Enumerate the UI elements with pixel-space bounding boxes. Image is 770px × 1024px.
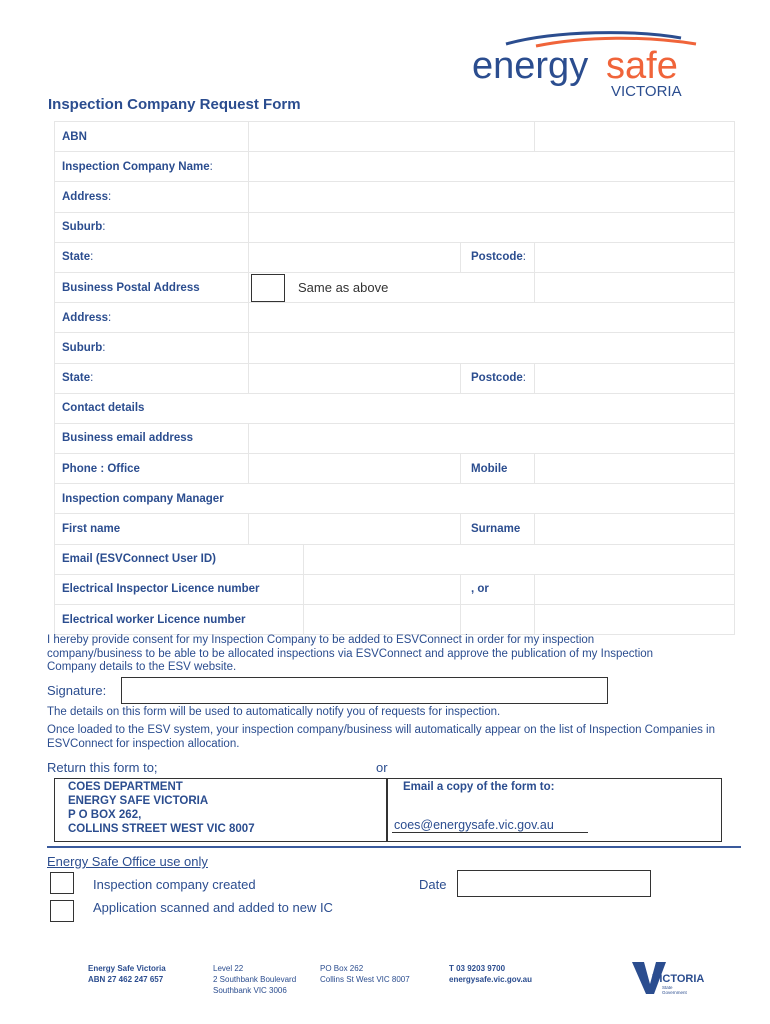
application-scanned-checkbox[interactable]: [50, 900, 74, 922]
notify-text: The details on this form will be used to automatically notify you of requests for inspection.: [47, 706, 501, 718]
inspector-licence-field[interactable]: [304, 574, 461, 604]
first-name-field[interactable]: [249, 514, 461, 544]
energysafe-logo: [466, 28, 706, 100]
label-phone-office: Phone : Office: [55, 454, 249, 484]
footer-street: 2 Southbank Boulevard: [213, 975, 297, 984]
footer-level: Level 22: [213, 964, 244, 973]
phone-office-field[interactable]: [249, 454, 461, 484]
row-phone: [55, 454, 735, 484]
label-address: Address:: [55, 182, 249, 212]
row-manager: [55, 484, 735, 514]
company-created-label: Inspection company created: [93, 877, 256, 892]
suburb-field[interactable]: [249, 212, 735, 242]
row-name: [55, 514, 735, 544]
company-created-checkbox[interactable]: [50, 872, 74, 894]
label-postal-address-line: Address:: [55, 303, 249, 333]
row-contact-details: [55, 393, 735, 423]
company-details-table: [54, 121, 735, 635]
same-as-above-cell: [249, 272, 535, 302]
label-postcode: Postcode:: [461, 242, 535, 272]
footer-city: Southbank VIC 3006: [213, 986, 287, 995]
address-line: ENERGY SAFE VICTORIA: [68, 795, 209, 807]
logo-victoria: VICTORIA: [611, 83, 682, 100]
signature-label: Signature:: [47, 683, 107, 698]
email-user-id-field[interactable]: [304, 544, 735, 574]
row-business-email: [55, 423, 735, 453]
same-as-above-label: Same as above: [298, 280, 389, 296]
row-postal-suburb: [55, 333, 735, 363]
label-suburb: Suburb:: [55, 212, 249, 242]
label-postal-suburb: Suburb:: [55, 333, 249, 363]
row-postal-address: [55, 303, 735, 333]
office-use-title: Energy Safe Office use only: [47, 854, 208, 869]
vic-logo-sub2: Government: [662, 990, 687, 995]
victoria-government-logo: [630, 958, 704, 998]
logo-safe: safe: [606, 45, 678, 87]
address-line: COLLINS STREET WEST VIC 8007: [68, 823, 255, 835]
abn-field-extra[interactable]: [535, 122, 735, 152]
label-postal-state: State:: [55, 363, 249, 393]
form-title: Inspection Company Request Form: [48, 96, 301, 113]
section-manager: Inspection company Manager: [55, 484, 735, 514]
worker-licence-extra[interactable]: [535, 605, 735, 635]
footer-phone: T 03 9203 9700: [449, 964, 506, 973]
footer-contact: [449, 963, 532, 985]
section-divider: [47, 846, 741, 848]
row-suburb: [55, 212, 735, 242]
label-worker-licence: Electrical worker Licence number: [55, 605, 304, 635]
footer-po-box: PO Box 262: [320, 964, 364, 973]
row-state: [55, 242, 735, 272]
postal-state-field[interactable]: [249, 363, 461, 393]
label-business-email: Business email address: [55, 423, 249, 453]
postal-suburb-field[interactable]: [249, 333, 735, 363]
vic-logo-sub1: State: [662, 985, 673, 990]
surname-field[interactable]: [535, 514, 735, 544]
label-postal-postcode: Postcode:: [461, 363, 535, 393]
footer-org-name: Energy Safe Victoria: [88, 964, 166, 973]
row-email-user-id: [55, 544, 735, 574]
postal-address-field[interactable]: [249, 303, 735, 333]
label-state: State:: [55, 242, 249, 272]
consent-text: I hereby provide consent for my Inspection Company to be added to ESVConnect in order for my inspection company/business to be able to be allocated inspections via ESVConnect and approve the publication of my Inspection Company details to the ESV website.: [47, 634, 654, 674]
loaded-text: Once loaded to the ESV system, your inspection company/business will automatically appear on the list of Inspection Companies in ESVConnect for inspection allocation.: [47, 724, 715, 750]
row-worker-licence: [55, 605, 735, 635]
vic-logo-text: VICTORIA: [652, 973, 704, 985]
label-surname: Surname: [461, 514, 535, 544]
same-as-above-checkbox[interactable]: [251, 274, 285, 302]
address-line: P O BOX 262,: [68, 809, 142, 821]
state-field[interactable]: [249, 242, 461, 272]
abn-field[interactable]: [249, 122, 535, 152]
row-address: [55, 182, 735, 212]
label-abn: ABN: [55, 122, 249, 152]
label-company-name: Inspection Company Name:: [55, 152, 249, 182]
footer-po: [320, 963, 410, 985]
return-or-label: or: [376, 760, 388, 775]
section-contact-details: Contact details: [55, 393, 735, 423]
label-mobile: Mobile: [461, 454, 535, 484]
mobile-field[interactable]: [535, 454, 735, 484]
address-line: COES DEPARTMENT: [68, 781, 183, 793]
business-email-field[interactable]: [249, 423, 735, 453]
row-postal-state: [55, 363, 735, 393]
footer-po-city: Collins St West VIC 8007: [320, 975, 410, 984]
label-first-name: First name: [55, 514, 249, 544]
worker-licence-gap[interactable]: [461, 605, 535, 635]
row-company-name: [55, 152, 735, 182]
return-label: Return this form to;: [47, 760, 158, 775]
date-field[interactable]: [457, 870, 651, 897]
email-underline: [392, 832, 588, 833]
logo-energy: energy: [472, 45, 589, 87]
label-email-user-id: Email (ESVConnect User ID): [55, 544, 304, 574]
postal-extra-field[interactable]: [535, 272, 735, 302]
address-field[interactable]: [249, 182, 735, 212]
coes-email-link[interactable]: coes@energysafe.vic.gov.au: [394, 818, 554, 832]
worker-licence-field[interactable]: [304, 605, 461, 635]
row-inspector-licence: [55, 574, 735, 604]
footer-abn: ABN 27 462 247 657: [88, 975, 164, 984]
label-inspector-licence: Electrical Inspector Licence number: [55, 574, 304, 604]
footer-web[interactable]: energysafe.vic.gov.au: [449, 975, 532, 984]
label-postal-address: Business Postal Address: [55, 272, 249, 302]
company-name-field[interactable]: [249, 152, 735, 182]
postal-postcode-field[interactable]: [535, 363, 735, 393]
footer-org: [88, 963, 166, 985]
postcode-field[interactable]: [535, 242, 735, 272]
row-postal: [55, 272, 735, 302]
signature-field[interactable]: [121, 677, 608, 704]
label-or: , or: [461, 574, 535, 604]
inspector-licence-extra[interactable]: [535, 574, 735, 604]
application-scanned-label: Application scanned and added to new IC: [93, 900, 333, 915]
row-abn: [55, 122, 735, 152]
return-box-divider: [386, 778, 388, 842]
date-label: Date: [419, 877, 447, 892]
footer-address: [213, 963, 296, 996]
email-copy-label: Email a copy of the form to:: [403, 781, 555, 793]
